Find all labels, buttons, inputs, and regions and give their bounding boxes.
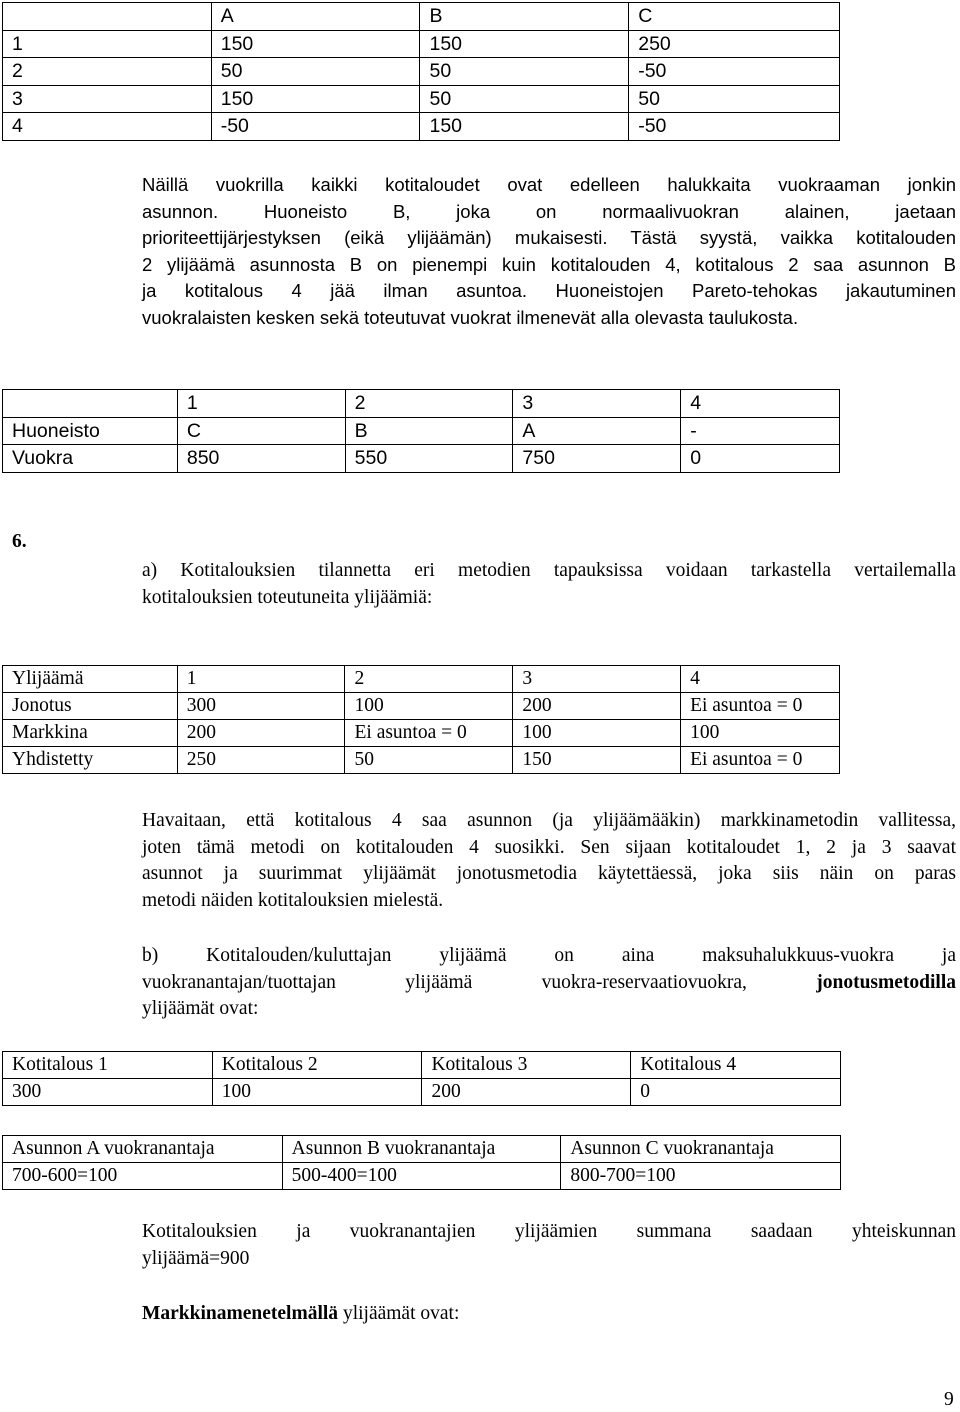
table5-cell: Asunnon B vuokranantaja [282, 1136, 561, 1163]
table4-cell: Kotitalous 2 [212, 1052, 422, 1079]
page-number: 9 [944, 1389, 954, 1410]
table5-cell: Asunnon A vuokranantaja [3, 1136, 283, 1163]
table5-cell: 500-400=100 [282, 1163, 561, 1190]
household-surplus-table [2, 1051, 841, 1106]
intro-line-1: a) Kotitalouksien tilannetta eri metodien tapauksissa voidaan tarkastella vertailemalla [142, 560, 956, 581]
paragraph-observation [142, 808, 956, 914]
table1-row [3, 30, 840, 58]
bold-markkinamenetelmalla: Markkinamenetelmällä [142, 1303, 339, 1324]
table2-cell: A [513, 417, 681, 445]
total-line-2: ylijäämä=900 [142, 1247, 250, 1269]
table3-cell: 4 [681, 666, 840, 693]
total-line-1: Kotitalouksien ja vuokranantajien ylijäämien summana saadaan yhteiskunnan [142, 1221, 956, 1242]
table2-cell: 4 [681, 390, 840, 418]
table1-cell: 50 [420, 85, 629, 113]
table3-row [3, 693, 840, 720]
landlord-surplus-table [2, 1135, 841, 1190]
table1-cell: C [629, 3, 840, 31]
para1-line: vuokralaisten kesken sekä toteutuvat vuokrat ilmenevät alla olevasta taulukosta. [142, 306, 799, 328]
table2-cell [3, 390, 178, 418]
table3-cell: 100 [681, 720, 840, 747]
table1-cell: B [420, 3, 629, 31]
table5-row [3, 1136, 841, 1163]
table2-row [3, 390, 840, 418]
table5-row [3, 1163, 841, 1190]
table4-cell: 200 [422, 1079, 631, 1106]
table4-cell: Kotitalous 3 [422, 1052, 631, 1079]
table4-cell: 300 [3, 1079, 213, 1106]
table3-cell: Ei asuntoa = 0 [345, 720, 513, 747]
table1-cell: -50 [629, 58, 840, 86]
paragraph-market-method [142, 1301, 956, 1328]
table3-cell: Ei asuntoa = 0 [681, 747, 840, 774]
table1-cell: 4 [3, 113, 212, 141]
table1-cell: 150 [420, 30, 629, 58]
table2-cell: Vuokra [3, 445, 178, 473]
table2-cell: B [345, 417, 513, 445]
table4-cell: Kotitalous 4 [631, 1052, 841, 1079]
table5-cell: 700-600=100 [3, 1163, 283, 1190]
table1-cell: 150 [211, 30, 420, 58]
table1-cell: 3 [3, 85, 212, 113]
table3-cell: Jonotus [3, 693, 178, 720]
table1-cell: 150 [211, 85, 420, 113]
table4-row [3, 1052, 841, 1079]
table2-cell: Huoneisto [3, 417, 178, 445]
table3-row [3, 720, 840, 747]
table5-cell: Asunnon C vuokranantaja [561, 1136, 841, 1163]
para2-line: asunnot ja suurimmat ylijäämät jonotusmetodia käytettäessä, joka siis näin on paras [142, 863, 956, 885]
table1-cell: 50 [420, 58, 629, 86]
paragraph-b-intro [142, 943, 956, 1023]
table2-cell: 1 [177, 390, 345, 418]
table5-cell: 800-700=100 [561, 1163, 841, 1190]
para2-line: Havaitaan, että kotitalous 4 saa asunnon (ja ylijäämääkin) markkinametodin vallitessa, [142, 810, 956, 831]
table2-cell: 750 [513, 445, 681, 473]
table3-row [3, 666, 840, 693]
table1-cell: -50 [629, 113, 840, 141]
table3-cell: 2 [345, 666, 513, 693]
table3-cell: Ylijäämä [3, 666, 178, 693]
table1-row [3, 58, 840, 86]
para1-line: ja kotitalous 4 jää ilman asuntoa. Huoneistojen Pareto-tehokas jakautuminen [142, 280, 956, 302]
table3-cell: 100 [345, 693, 513, 720]
market-method-text: ylijäämät ovat: [338, 1303, 460, 1324]
table1-cell: -50 [211, 113, 420, 141]
b-line-1: b) Kotitalouden/kuluttajan ylijäämä on aina maksuhalukkuus-vuokra ja [142, 945, 956, 966]
table3-cell: 150 [513, 747, 681, 774]
bold-jonotusmetodilla: jonotusmetodilla [816, 971, 957, 993]
table1-cell: 50 [629, 85, 840, 113]
table3-cell: 250 [177, 747, 345, 774]
rent-table-abc [2, 2, 840, 141]
allocation-table [2, 389, 840, 473]
para2-line: joten tämä metodi on kotitalouden 4 suosikki. Sen sijaan kotitaloudet 1, 2 ja 3 saavat [142, 836, 956, 858]
table3-cell: 100 [513, 720, 681, 747]
paragraph-total-surplus [142, 1219, 956, 1272]
table3-cell: Ei asuntoa = 0 [681, 693, 840, 720]
table3-row [3, 747, 840, 774]
table1-row [3, 3, 840, 31]
table1-row [3, 85, 840, 113]
table4-cell: Kotitalous 1 [3, 1052, 213, 1079]
table2-cell: C [177, 417, 345, 445]
para2-line: metodi näiden kotitalouksien mielestä. [142, 889, 444, 911]
table3-cell: 1 [177, 666, 345, 693]
table4-cell: 100 [212, 1079, 422, 1106]
surplus-comparison-table [2, 665, 840, 774]
table1-cell: 150 [420, 113, 629, 141]
table3-cell: 200 [177, 720, 345, 747]
para1-line: prioriteettijärjestyksen (eikä ylijäämän) mukaisesti. Tästä syystä, vaikka kotitalouden [142, 227, 956, 249]
para1-line: asunnon. Huoneisto B, joka on normaalivuokran alainen, jaetaan [142, 200, 956, 222]
b-line-3: ylijäämät ovat: [142, 998, 259, 1020]
table3-cell: 50 [345, 747, 513, 774]
table4-row [3, 1079, 841, 1106]
table1-cell: 2 [3, 58, 212, 86]
table1-cell: 1 [3, 30, 212, 58]
table2-cell: 2 [345, 390, 513, 418]
table2-row [3, 417, 840, 445]
table2-cell: 550 [345, 445, 513, 473]
table3-cell: 300 [177, 693, 345, 720]
table2-cell: 0 [681, 445, 840, 473]
table3-cell: 200 [513, 693, 681, 720]
table2-cell: 850 [177, 445, 345, 473]
section-number: 6. [12, 531, 27, 552]
b-line-2: vuokranantajan/tuottajan ylijäämä vuokra-reservaatiovuokra, jonotusmetodilla [142, 971, 957, 993]
table3-cell: Markkina [3, 720, 178, 747]
table2-cell: - [681, 417, 840, 445]
table1-cell: 250 [629, 30, 840, 58]
para1-line: 2 ylijäämä asunnosta B on pienempi kuin kotitalouden 4, kotitalous 2 saa asunnon B [142, 253, 956, 275]
table2-row [3, 445, 840, 473]
table3-cell: 3 [513, 666, 681, 693]
intro-line-2: kotitalouksien toteutuneita ylijäämiä: [142, 586, 433, 608]
table4-cell: 0 [631, 1079, 841, 1106]
table2-cell: 3 [513, 390, 681, 418]
table1-row [3, 113, 840, 141]
table1-cell: A [211, 3, 420, 31]
table1-cell: 50 [211, 58, 420, 86]
section-6a-intro [142, 558, 956, 611]
paragraph-rent-explanation [142, 172, 956, 332]
table1-cell [3, 3, 212, 31]
para1-line: Näillä vuokrilla kaikki kotitaloudet ovat edelleen halukkaita vuokraaman jonkin [142, 174, 956, 195]
table3-cell: Yhdistetty [3, 747, 178, 774]
